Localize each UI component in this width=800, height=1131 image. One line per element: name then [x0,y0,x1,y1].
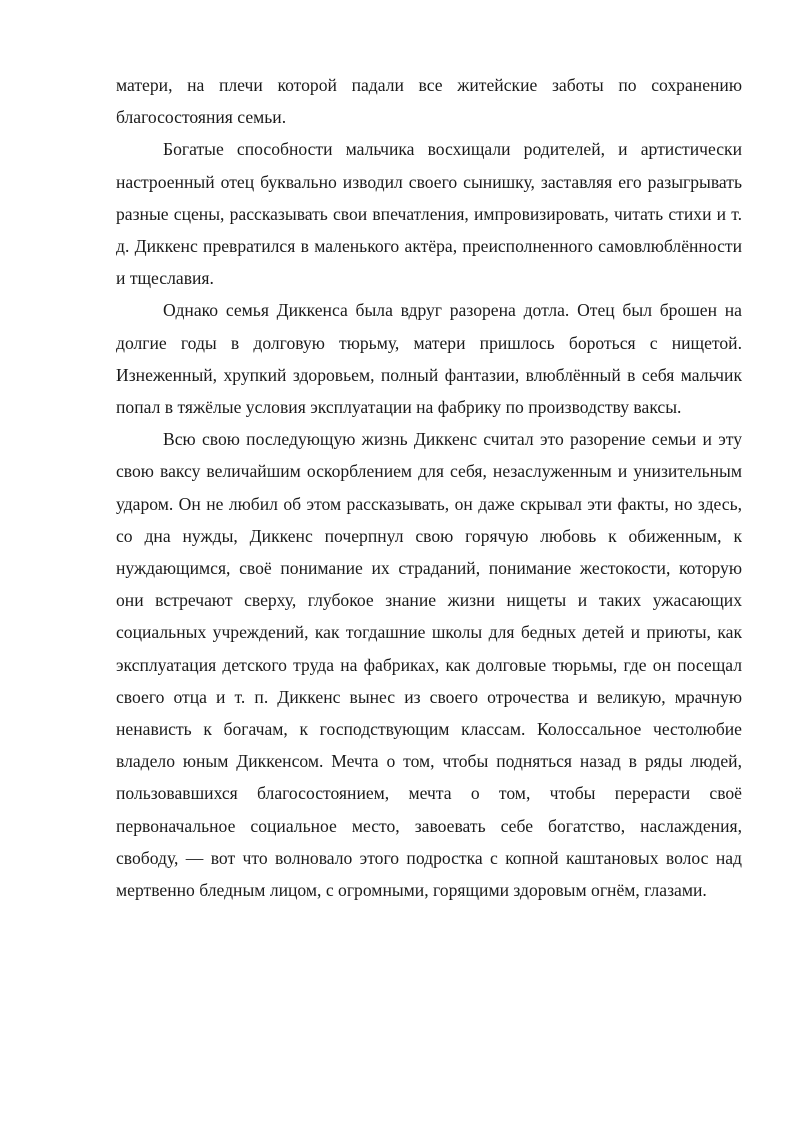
paragraph-ruin: Однако семья Диккенса была вдруг разорена дотла. Отец был брошен на долгие годы в долговую тюрьму, матери пришлось бороться с нищетой. Изнеженный, хрупкий здоровьем, полный фантазии, влюблённый в себя мальчик попал в тяжёлые условия эксплуатации на фабрику по производству ваксы. [116,300,742,418]
paragraph-later-life: Всю свою последующую жизнь Диккенс считал это разорение семьи и эту свою ваксу величайшим оскорблением для себя, незаслуженным и унизительным ударом. Он не любил об этом рассказывать, он даже скрывал эти факты, но здесь, со дна нужды, Диккенс почерпнул свою горячую любовь к обиженным, к нуждающимся, своё понимание их страданий, понимание жестокости, которую они встречают сверху, глубокое знание жизни нищеты и таких ужасающих социальных учреждений, как тогдашние школы для бедных детей и приюты, как эксплуатация детского труда на фабриках, как долговые тюрьмы, где он посещал своего отца и т. п. Диккенс вынес из своего отрочества и великую, мрачную ненависть к богачам, к господствующим классам. Колоссальное честолюбие владело юным Диккенсом. Мечта о том, чтобы подняться назад в ряды людей, пользовавшихся благосостоянием, мечта о том, чтобы перерасти своё первоначальное социальное место, завоевать себе богатство, наслаждения, свободу, — вот что волновало этого подростка с копной каштановых волос над мертвенно бледным лицом, с огромными, горящими здоровым огнём, глазами. [116,429,742,901]
paragraph-continuation: матери, на плечи которой падали все житейские заботы по сохранению благосостояния семьи. [116,75,742,128]
body-text [116,69,742,906]
paragraph-abilities: Богатые способности мальчика восхищали родителей, и артистически настроенный отец буквально изводил своего сынишку, заставляя его разыгрывать разные сцены, рассказывать свои впечатления, импровизировать, читать стихи и т. д. Диккенс превратился в маленького актёра, преисполненного самовлюблённости и тщеславия. [116,139,742,289]
